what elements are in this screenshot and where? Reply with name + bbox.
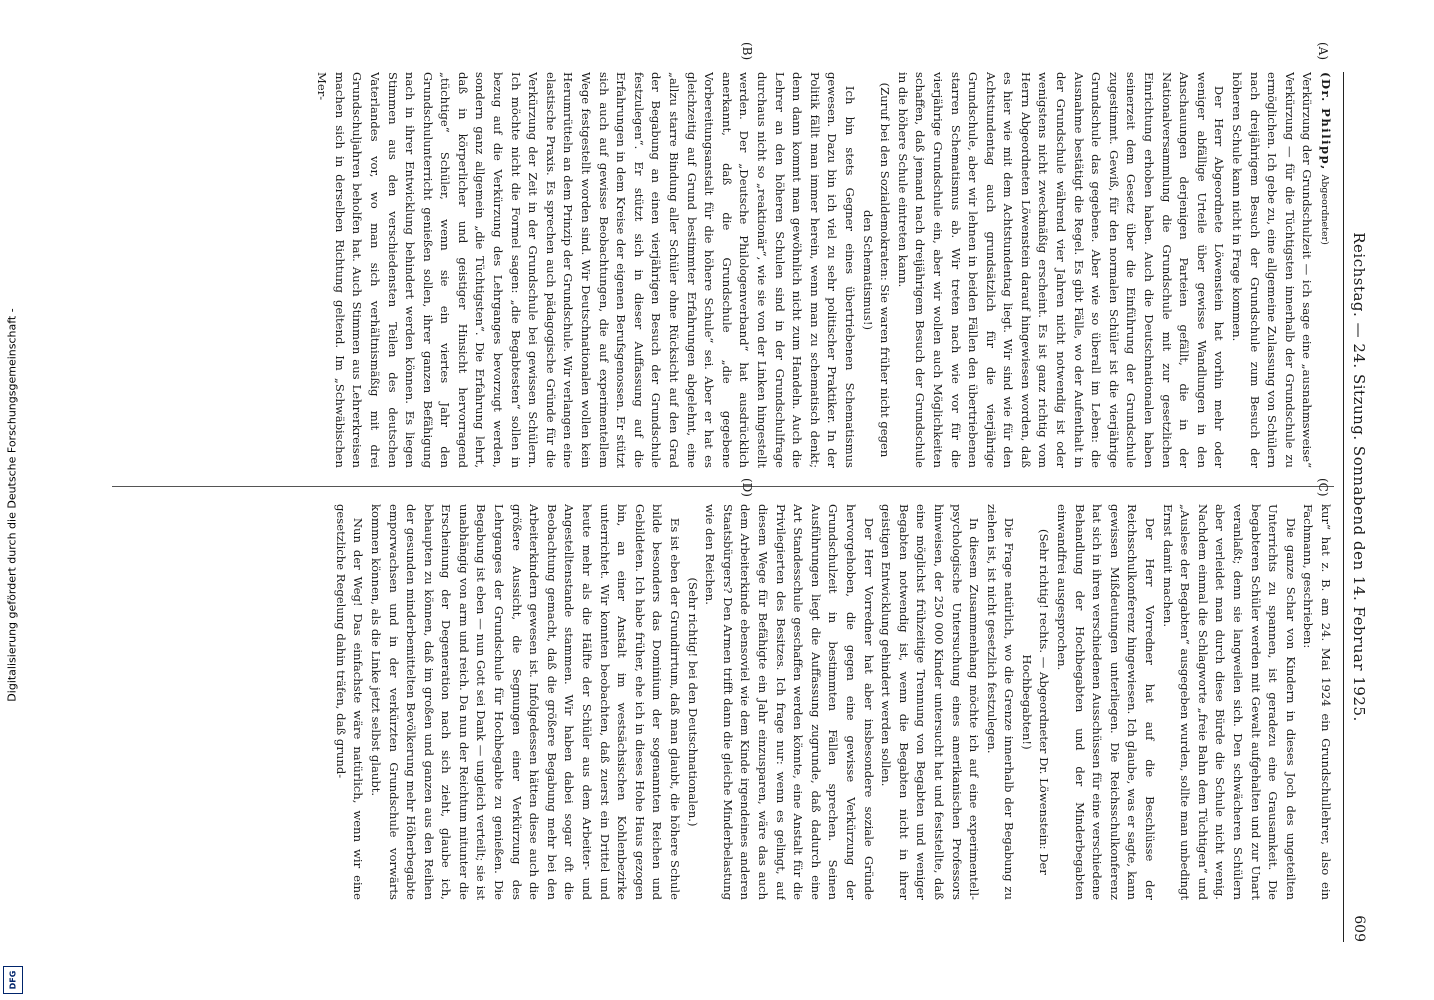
header-rule bbox=[1343, 72, 1344, 942]
right-column bbox=[112, 504, 1334, 900]
paragraph: kur“ hat z. B. am 24. Mai 1924 ein Grundschullehrer, also ein Fachmann, geschrieben: bbox=[1301, 504, 1333, 900]
interjection: (Sehr richtig! rechts. — Abgeordneter Dr. Löwenstein: Der Hochbegabten!) bbox=[1019, 529, 1052, 875]
paragraph: Verkürzung der Grundschulzeit — ich sage eine „ausnahmsweise“ Verkürzung — für die Tüchtigsten innerhalb der Grundschule zu ermöglichen. Ich gebe zu, eine allgemeine Zulassung von Schülern nach dreijährigem Besuch der Grundschule zum Besuch der höheren Schule kann nicht in Frage kommen. bbox=[1230, 72, 1315, 468]
speaker-name: (Dr. Philipp, bbox=[1319, 72, 1333, 171]
page-content-rotated bbox=[108, 42, 1374, 942]
paragraph: Der Herr Vorredner hat auf die Beschlüsse der Reichsschulkonferenz hingewiesen. Ich glaube, was er sagte, kann gewissen Mißdeutungen unterliegen. Die Reichsschulkonferenz hat sich in ihren verschiedenen Ausschüssen für eine verschiedene Behandlung der Hochbegabten und der Minderbegabten einwandfrei ausgesprochen. bbox=[1055, 504, 1158, 900]
column-divider bbox=[112, 486, 1334, 487]
paragraph: Ich bin stets Gegner eines übertriebenen Schematismus gewesen. Dazu bin ich viel zu sehr politischer Praktiker. In der Politik fällt man immer herein, wenn man zu schematisch denkt; denn dann kommt man gewöhnlich nicht zum Handeln. Auch die Lehrer an den höheren Schulen sind in der Grundschulfrage durchaus nicht so „reaktionär“, wie sie von der Linken hingestellt werden. Der „Deutsche Philologenverband“ hat ausdrücklich anerkannt, daß die Grundschule „die gegebene Vorbereitungsanstalt für die höhere Schule“ sei. Aber er hat es gleichzeitig auf Grund bestimmter Erfahrungen abgelehnt, eine „allzu starre Bindung aller Schüler ohne Rücksicht auf den Grad der Begabung an einen vierjährigen Besuch der Grundschule festzulegen“. Er stützt sich in dieser Auffassung auf die Erfahrungen in dem Kreise der eigenen Berufsgenossen. Er stützt sich auch auf gewisse Beobachtungen, die auf experimentellem Wege festgestellt worden sind. Wir Deutschnationalen wollen kein Herumrütteln an dem Prinzip der Grundschule. Wir verlangen eine elastische Praxis. Es sprechen auch pädagogische Gründe für die Verkürzung der Zeit in der Grundschule bei gewissen Schülern. Ich möchte nicht die Formel sagen: „die Begabtesten“ sollen in bezug auf die Verkürzung des Lehrganges bevorzugt werden, sondern ganz allgemein „die Tüchtigsten“. Die Erfahrung lehrt, daß in körperlicher und geistiger Hinsicht hervorragend „tüchtige“ Schüler, wenn sie ein viertes Jahr den Grundschulunterricht genießen sollen, ihrer ganzen Befähigung nach in ihrer Entwicklung behindert werden können. Es liegen Stimmen aus den verschiedensten Teilen des deutschen Vaterlandes vor, wo man sich verhältnismäßig mit drei Grundschuljahren beholfen hat. Auch Stimmen aus Lehrerkreisen machen sich in derselben Richtung geltend. Im „Schwäbischen Mer- bbox=[315, 72, 857, 468]
interjection: (Zuruf bei den Sozialdemokraten: Sie waren früher nicht gegen den Schematismus!) bbox=[860, 82, 893, 458]
interjection: (Sehr richtig! bei den Deutschnationalen.) bbox=[685, 577, 700, 827]
footer-strip bbox=[0, 0, 24, 1000]
left-column bbox=[112, 72, 1334, 468]
speaker-line bbox=[1315, 72, 1334, 468]
speaker-note: Abgeordneter) bbox=[1319, 174, 1330, 245]
paragraph: Die Frage natürlich, wo die Grenze innerhalb der Begabung zu ziehen ist, ist nicht gesetzlich festzulegen. bbox=[984, 504, 1017, 900]
paragraph: Nun der Weg! Das einfachste wäre natürlich, wenn wir eine gesetzliche Regelung dahin träfen, daß grund- bbox=[333, 504, 366, 900]
page-number: 609 bbox=[1351, 915, 1367, 942]
margin-marker-a: (A) bbox=[1316, 42, 1330, 61]
margin-marker-d: (D) bbox=[740, 478, 754, 497]
paragraph: Der Herr Vorredner hat aber insbesondere soziale Gründe hervorgehoben, die gegen eine gewisse Verkürzung der Grundschulzeit in bestimmten Fällen sprechen. Seinen Ausführungen liegt die Auffassung zugrunde, daß dadurch eine Art Standesschule geschaffen werden könnte, eine Anstalt für die Privilegierten des Besitzes. Ich frage nur: wenn es gelingt, auf diesem Wege für Befähigte ein Jahr einzusparen, wäre das auch dem Arbeiterkinde ebensoviel wie dem Kinde irgendeines anderen Staatsbürgers? Den Armen trifft dann die gleiche Minderbelastung wie den Reichen. bbox=[703, 504, 876, 900]
paragraph: In diesem Zusammenhang möchte ich auf eine experimentell-psychologische Untersuchung eines amerikanischen Professors hinweisen, der 250 000 Kinder untersucht hat und feststellte, daß eine möglichst frühzeitige Trennung von Begabten und weniger Begabten notwendig ist, wenn die Begabten nicht in ihrer geistigen Entwicklung gehindert werden sollen. bbox=[879, 504, 982, 900]
running-title: Reichstag. — 24. Sitzung. Sonnabend den 14. Februar 1925. bbox=[1350, 232, 1368, 722]
margin-marker-b: (B) bbox=[740, 42, 754, 61]
margin-marker-c: (C) bbox=[1316, 478, 1330, 497]
scanned-page bbox=[108, 42, 1374, 942]
page-header bbox=[1344, 72, 1374, 942]
paragraph: Der Herr Abgeordnete Löwenstein hat vorhin mehr oder weniger abfällige Urteile über gewisse Wandlungen in den Anschauungen derjenigen Parteien gefällt, die in der Nationalversammlung die Grundschule mit zur gesetzlichen Einrichtung erhoben haben. Auch die Deutschnationalen haben seinerzeit dem Gesetz über die Einführung der Grundschule zugestimmt. Gewiß, für den normalen Schüler ist die vierjährige Grundschule das gegebene. Aber wie so überall im Leben: die Ausnahme bestätigt die Regel. Es gibt Fälle, wo der Aufenthalt in der Grundschule während vier Jahren nicht notwendig ist oder wenigstens nicht zweckmäßig erscheint. Es ist ganz richtig vom Herrn Abgeordneten Löwenstein darauf hingewiesen worden, daß es hier wie mit dem Achtstundentag liegt. Wir sind wie für den Achtstundentag auch grundsätzlich für die vierjährige Grundschule, aber wir lehnen in beiden Fällen den übertriebenen starren Schematismus ab. Wir treten nach wie vor für die vierjährige Grundschule ein, aber wir wollen auch Möglichkeiten schaffen, daß jemand nach dreijährigem Besuch der Grundschule in die höhere Schule eintreten kann. bbox=[895, 72, 1227, 468]
paragraph: Es ist eben der Grundirrtum, daß man glaubt, die höhere Schule bilde besonders das Dominium der sogenannten Reichen und Gebildeten. Ich habe früher, ehe ich in dieses Hohe Haus gezogen bin, an einer Anstalt im westsächsischen Kohlenbezirke unterrichtet. Wir konnten beobachten, daß zuerst ein Drittel und heute mehr als die Hälfte der Schüler aus dem Arbeiter- und Angestelltenstande stammen. Wir haben dabei sogar oft die Beobachtung gemacht, daß die größere Begabung mehr bei den Arbeiterkindern gewesen ist. Infolgedessen hätten diese auch die größere Aussicht, die Segnungen einer Verkürzung des Lehrganges der Grundschule für Hochbegabte zu genießen. Die Begabung ist eben — nun Gott sei Dank — ungleich verteilt; sie ist unabhängig von arm und reich. Da nun der Reichtum mitunter die Erscheinung der Degeneration nach sich zieht, glaube ich, behaupten zu können, daß im großen und ganzen aus den Reihen der gesunden minderbemittelten Bevölkerung mehr Höherbegabte emporwachsen und in der verkürzten Grundschule vorwärts kommen können, als die Linke jetzt selbst glaubt. bbox=[368, 504, 683, 900]
quotation: Die ganze Schar von Kindern in dieses Joch des ungeteilten Unterrichts zu spannen, ist geradezu eine Grausamkeit. Die begabteren Schüler werden mit Gewalt aufgehalten und zur Unart veranlaßt; denn sie langweilen sich. Den schwächeren Schülern aber verleidet man durch diese Bürde die Schule nicht wenig. Nachdem einmal die Schlagworte „freie Bahn dem Tüchtigen“ und „Auslese der Begabten“ ausgegeben wurden, sollte man unbedingt Ernst damit machen. bbox=[1160, 504, 1298, 900]
dfg-logo: DFG bbox=[3, 966, 23, 994]
digitization-credit: Digitalisierung gefördert durch die Deutsche Forschungsgemeinschaft - bbox=[5, 308, 19, 702]
